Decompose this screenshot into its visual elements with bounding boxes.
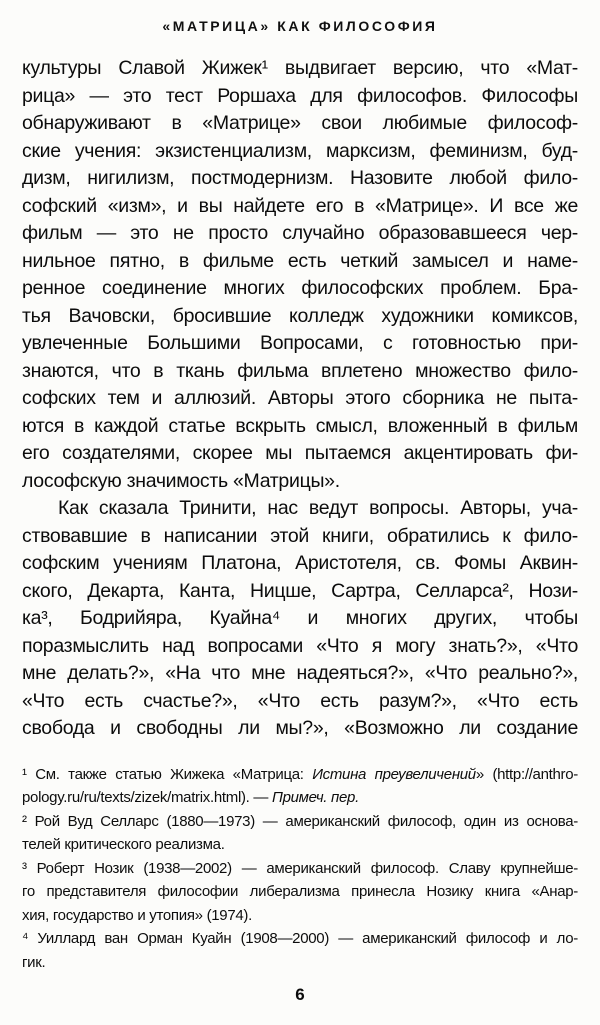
page-number: 6 [295,985,305,1004]
text-line: ские учения: экзистенциализм, марксизм, феминизм, буд- [22,139,578,162]
text-line: софским учениям Платона, Аристотеля, св. Фомы Аквин- [22,552,578,574]
text-run: » (http://anthro- [475,765,578,783]
text-line: ⁴ Уиллард ван Орман Куайн (1908—2000) — американский философ и ло- [22,930,578,947]
text-line: ского, Декарта, Канта, Ницше, Сартра, Селларса², Нози- [22,579,578,602]
text-run: ¹ См. также статью Жижека «Матрица: [22,765,313,783]
text-line: ствовавшие в написании этой книги, обратились к фило- [22,524,578,547]
text-line: фильм — это не просто случайно образовавшееся чер- [22,222,578,244]
footnotes-section [22,763,578,975]
text-line: ются в каждой статье вскрыть смысл, вложенный в фильм [22,414,578,437]
text-line: мне делать?», «На что мне надеяться?», «Что реально?», [22,662,578,684]
text-line: его создателями, скорее мы пытаемся акцентировать фи- [22,442,578,464]
text-line: свобода и свободны ли мы?», «Возможно ли создание [22,717,578,739]
text-run: pology.ru/ru/texts/zizek/matrix.html). — [22,789,272,806]
text-line: гик. [22,953,46,971]
text-line: ка³, Бодрийяра, Куайна⁴ и многих других, чтобы [22,607,578,629]
text-line: ренное соединение многих философских проблем. Бра- [22,277,578,299]
running-head: «МАТРИЦА» КАК ФИЛОСОФИЯ [162,18,438,34]
text-line: нильное пятно, в фильме есть четкий замысел и наме- [22,249,578,272]
text-line: софский «изм», и вы найдете его в «Матрице». И все же [22,194,578,217]
text-line: го представителя философии либерализма принесла Нозику книга «Анар- [22,883,578,900]
text-line: «Что есть счастье?», «Что есть разум?», «Что есть [22,689,578,712]
text-line: тья Вачовски, бросившие колледж художники комиксов, [22,304,578,327]
text-line: обнаруживают в «Матрице» свои любимые философ- [22,112,578,134]
text-line: поразмыслить над вопросами «Что я могу знать?», «Что [22,634,578,657]
italic-text: Истина преувеличений [312,765,476,783]
text-line: Как сказала Тринити, нас ведут вопросы. Авторы, уча- [58,497,578,519]
text-line: рица» — это тест Роршаха для философов. Философы [22,84,578,107]
text-line: лософскую значимость «Матрицы». [22,469,340,492]
text-line [22,763,578,787]
text-line: знаются, что в ткань фильма вплетено множество фило- [22,359,578,382]
text-line: софских тем и аллюзий. Авторы этого сборника не пыта- [22,387,578,409]
text-line: увлеченные Большими Вопросами, с готовностью при- [22,332,578,354]
body-text [22,55,578,743]
text-line: ² Рой Вуд Селларс (1880—1973) — американский философ, один из основа- [22,812,578,830]
text-line: ³ Роберт Нозик (1938—2002) — американский философ. Славу крупнейше- [22,859,578,877]
text-line: дизм, нигилизм, постмодернизм. Назовите любой фило- [22,167,578,189]
text-line: телей критического реализма. [22,836,225,853]
text-line [22,786,578,810]
text-line: культуры Славой Жижек¹ выдвигает версию, что «Мат- [22,57,578,79]
text-line: хия, государство и утопия» (1974). [22,906,252,924]
italic-text: Примеч. пер. [272,789,359,806]
